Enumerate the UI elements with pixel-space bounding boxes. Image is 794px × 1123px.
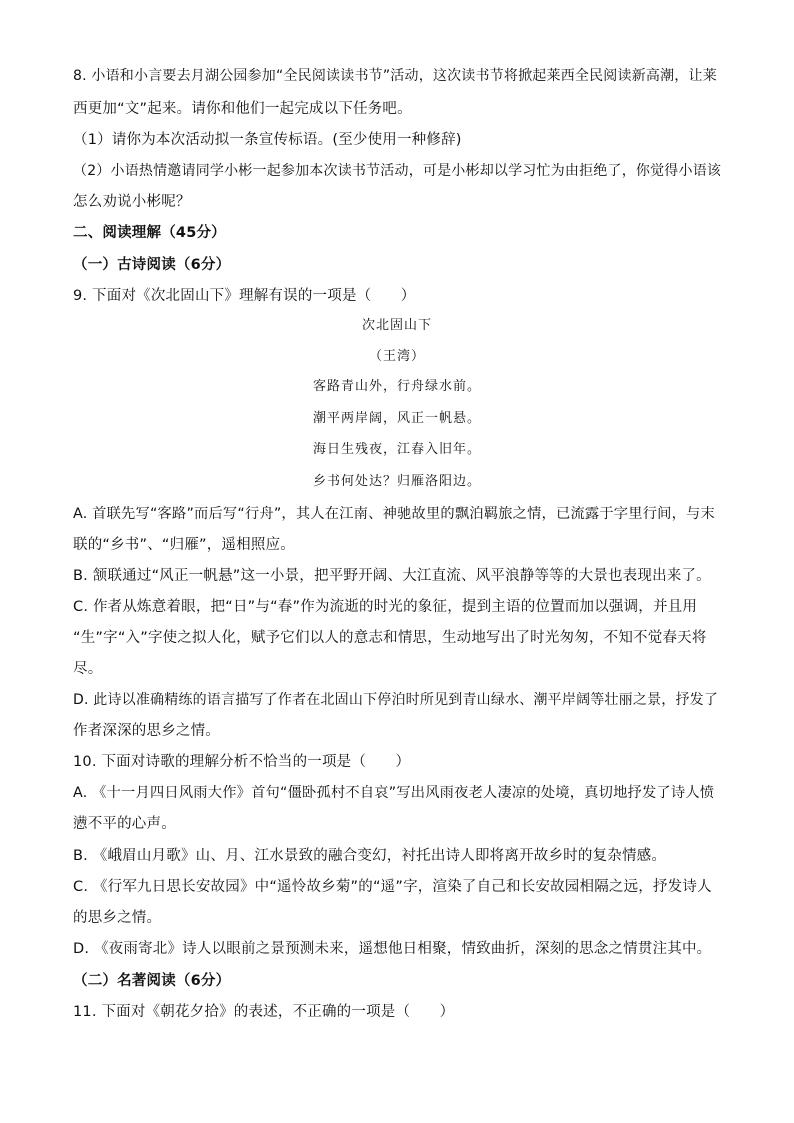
q9-option-d-cont: 作者深深的思乡之情。 — [73, 723, 220, 739]
q9-option-c-cont-2: 尽。 — [73, 661, 103, 677]
q9-option-a: A. 首联先写“客路”而后写“行舟”，其人在江南、神驰故里的飘泊羁旅之情，已流露于字里行间，与末 — [73, 506, 715, 522]
q9-option-d: D. 此诗以准确精练的语言描写了作者在北固山下停泊时所见到青山绿水、潮平岸阔等壮丽之景，抒发了 — [73, 692, 719, 708]
poem-line: 客路青山外，行舟绿水前。 — [312, 379, 481, 394]
subsection-heading-classics: （二）名著阅读（6分） — [73, 973, 231, 989]
subsection-heading-poetry: （一）古诗阅读（6分） — [73, 257, 231, 273]
poem-line: 潮平两岸阔，风正一帆悬。 — [312, 411, 481, 426]
poem-title: 次北固山下 — [361, 318, 432, 333]
section-heading-reading: 二、阅读理解（45分） — [73, 225, 226, 241]
poem-author: （王湾） — [368, 349, 425, 364]
q9-option-c: C. 作者从炼意着眼，把“日”与“春”作为流逝的时光的象征，提到主语的位置而加以强调，并且用 — [73, 599, 698, 615]
q8-line-2: 西更加“文”起来。请你和他们一起完成以下任务吧。 — [73, 101, 412, 117]
q11-stem: 11. 下面对《朝花夕拾》的表述，不正确的一项是（ ） — [73, 1004, 455, 1020]
q9-option-c-cont: “生”字“入”字使之拟人化，赋予它们以人的意志和情思，生动地写出了时光匆匆，不知不觉春天将 — [73, 630, 707, 646]
q10-option-b: B. 《峨眉山月歌》山、月、江水景致的融合变幻，衬托出诗人即将离开故乡时的复杂情感。 — [73, 848, 667, 864]
q10-stem: 10. 下面对诗歌的理解分析不恰当的一项是（ ） — [73, 754, 411, 770]
q9-option-a-cont: 联的“乡书”、“归雁”，遥相照应。 — [73, 537, 295, 553]
q8-subquestion-2: （2）小语热情邀请同学小彬一起参加本次读书节活动，可是小彬却以学习忙为由拒绝了，你觉得小语该 — [73, 163, 722, 179]
q8-subquestion-1: （1）请你为本次活动拟一条宣传标语。(至少使用一种修辞) — [73, 132, 462, 148]
q9-option-b: B. 颔联通过“风正一帆悬”这一小景，把平野开阔、大江直流、风平浪静等等的大景也表现出来了。 — [73, 568, 711, 584]
q10-option-c: C. 《行军九日思长安故园》中“遥怜故乡菊”的“遥”字，渲染了自己和长安故园相隔之远，抒发诗人 — [73, 879, 712, 895]
q8-line-1: 8. 小语和小言要去月湖公园参加“全民阅读读书节”活动，这次读书节将掀起莱西全民阅读新高潮，让莱 — [73, 68, 717, 84]
poem-line: 海日生残夜，江春入旧年。 — [312, 442, 481, 457]
q10-option-a-cont: 懑不平的心声。 — [73, 816, 176, 832]
poem-line: 乡书何处达？归雁洛阳边。 — [312, 474, 481, 489]
q10-option-a: A. 《十一月四日风雨大作》首句“僵卧孤村不自哀”写出风雨夜老人凄凉的处境，真切地抒发了诗人愤 — [73, 785, 715, 801]
q9-stem: 9. 下面对《次北固山下》理解有误的一项是（ ） — [73, 288, 416, 304]
q10-option-d: D. 《夜雨寄北》诗人以眼前之景预测未来，遥想他日相聚，情致曲折，深刻的思念之情贯注其中。 — [73, 941, 712, 957]
q10-option-c-cont: 的思乡之情。 — [73, 910, 162, 926]
q8-subquestion-2-cont: 怎么劝说小彬呢？ — [73, 194, 191, 210]
